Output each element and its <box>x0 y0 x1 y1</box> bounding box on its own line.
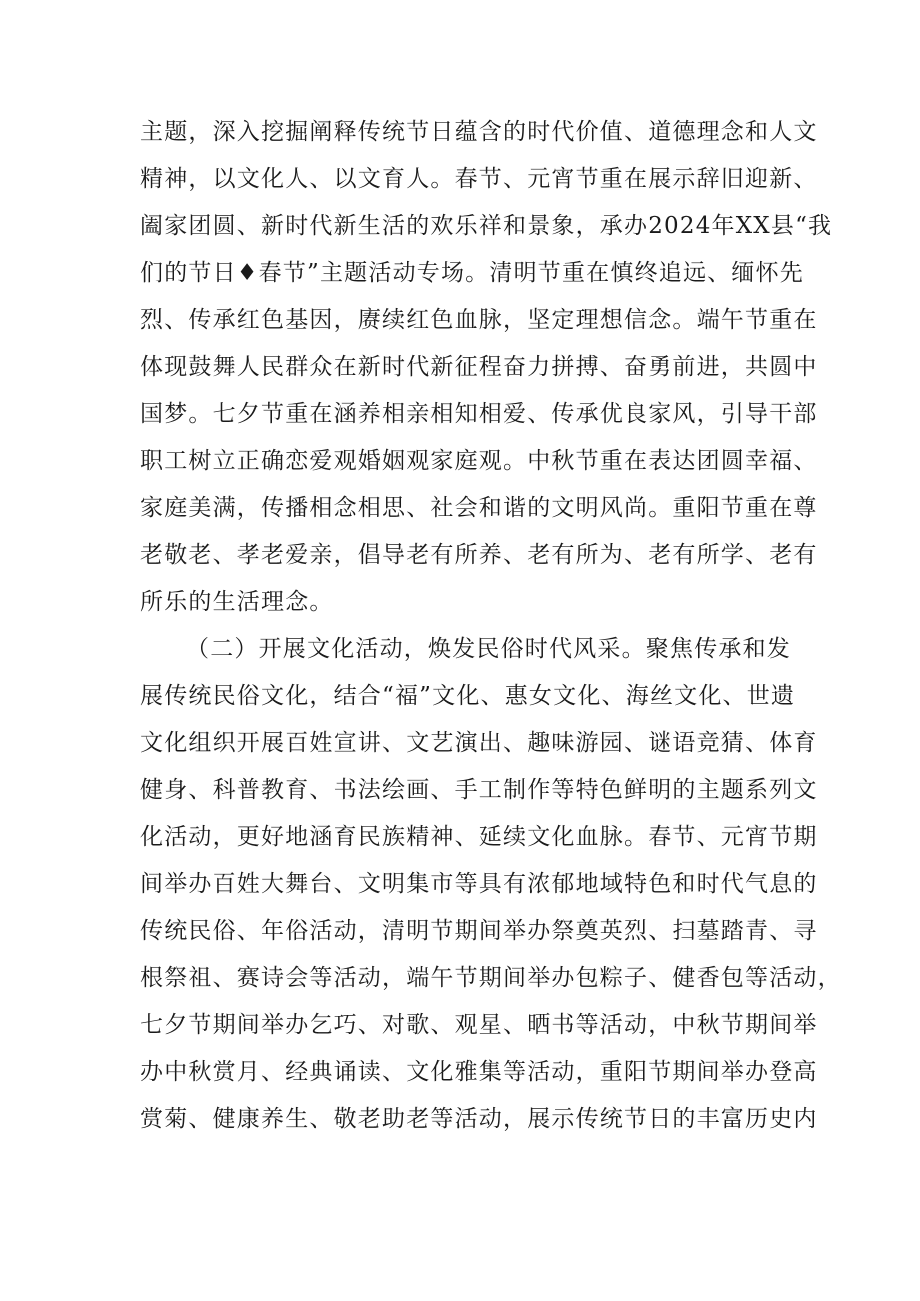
text-line: 体现鼓舞人民群众在新时代新征程奋力拼搏、奋勇前进，共圆中 <box>140 354 818 380</box>
text-line: 七夕节期间举办乞巧、对歌、观星、晒书等活动，中秋节期间举 <box>140 1012 818 1038</box>
text-line: 展传统民俗文化，结合“福”文化、惠女文化、海丝文化、世遗 <box>140 683 796 709</box>
text-line: 们的节日♦春节”主题活动专场。清明节重在慎终追远、缅怀先 <box>140 260 804 286</box>
text-line: 职工树立正确恋爱观婚姻观家庭观。中秋节重在表达团圆幸福、 <box>140 448 818 474</box>
text-line: 老敬老、孝老爱亲，倡导老有所养、老有所为、老有所学、老有 <box>140 542 818 568</box>
text-line: 传统民俗、年俗活动，清明节期间举办祭奠英烈、扫墓踏青、寻 <box>140 918 818 944</box>
text-line: 健身、科普教育、书法绘画、手工制作等特色鲜明的主题系列文 <box>140 777 818 803</box>
text-line: 赏菊、健康养生、敬老助老等活动，展示传统节日的丰富历史内 <box>140 1106 818 1132</box>
text-line: （二）开展文化活动，焕发民俗时代风采。聚焦传承和发 <box>186 636 791 662</box>
text-line: 文化组织开展百姓宣讲、文艺演出、趣味游园、谜语竞猜、体育 <box>140 730 818 756</box>
text-line: 烈、传承红色基因，赓续红色血脉，坚定理想信念。端午节重在 <box>140 307 818 333</box>
text-line: 办中秋赏月、经典诵读、文化雅集等活动，重阳节期间举办登高 <box>140 1059 818 1085</box>
text-line: 间举办百姓大舞台、文明集市等具有浓郁地域特色和时代气息的 <box>140 871 818 897</box>
text-line: 阖家团圆、新时代新生活的欢乐祥和景象，承办2024年XX县“我 <box>140 213 833 239</box>
text-line: 所乐的生活理念。 <box>140 589 334 615</box>
text-line: 国梦。七夕节重在涵养相亲相知相爱、传承优良家风，引导干部 <box>140 401 818 427</box>
text-line: 根祭祖、赛诗会等活动，端午节期间举办包粽子、健香包等活动， <box>140 965 842 991</box>
text-line: 化活动，更好地涵育民族精神、延续文化血脉。春节、元宵节期 <box>140 824 818 850</box>
text-line: 家庭美满，传播相念相思、社会和谐的文明风尚。重阳节重在尊 <box>140 495 818 521</box>
text-line: 精神，以文化人、以文育人。春节、元宵节重在展示辞旧迎新、 <box>140 166 818 192</box>
text-line: 主题，深入挖掘阐释传统节日蕴含的时代价值、道德理念和人文 <box>140 119 818 145</box>
